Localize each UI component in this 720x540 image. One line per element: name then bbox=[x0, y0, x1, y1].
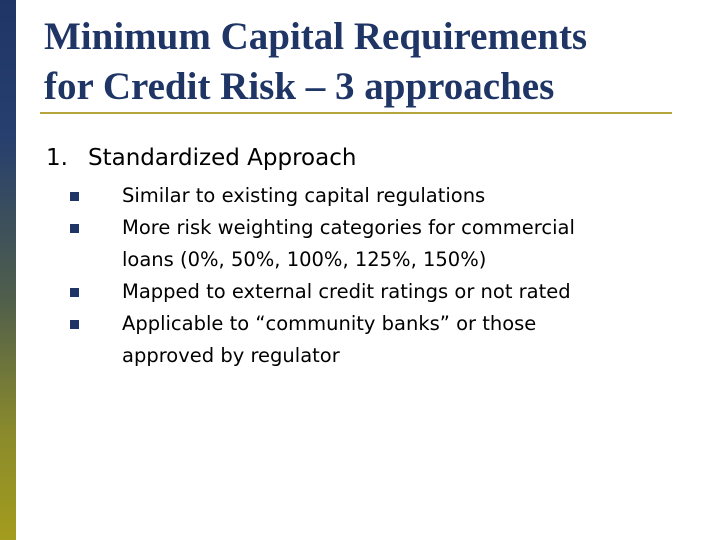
bullet-text: Similar to existing capital regulations bbox=[122, 184, 486, 207]
bullet-list bbox=[70, 180, 710, 372]
square-bullet-icon bbox=[70, 224, 79, 233]
bullet-item bbox=[70, 276, 710, 308]
section-title: Standardized Approach bbox=[88, 145, 357, 171]
square-bullet-icon bbox=[70, 320, 79, 329]
bullet-item bbox=[70, 180, 710, 212]
bullet-item bbox=[70, 308, 710, 372]
bullet-text: Applicable to “community banks” or those bbox=[122, 312, 537, 335]
title-line: for Credit Risk – 3 approaches bbox=[44, 65, 555, 108]
title-underline bbox=[40, 112, 672, 114]
section-heading bbox=[46, 141, 686, 175]
bullet-item bbox=[70, 212, 710, 276]
section-number: 1. bbox=[46, 145, 68, 171]
bullet-text: Mapped to external credit ratings or not rated bbox=[122, 280, 571, 303]
bullet-text: loans (0%, 50%, 100%, 125%, 150%) bbox=[122, 248, 487, 271]
slide-title bbox=[44, 12, 704, 112]
side-accent-bar bbox=[0, 0, 16, 540]
title-line: Minimum Capital Requirements bbox=[44, 15, 588, 58]
square-bullet-icon bbox=[70, 288, 79, 297]
bullet-text: More risk weighting categories for commercial bbox=[122, 216, 575, 239]
square-bullet-icon bbox=[70, 192, 79, 201]
bullet-text: approved by regulator bbox=[122, 344, 340, 367]
